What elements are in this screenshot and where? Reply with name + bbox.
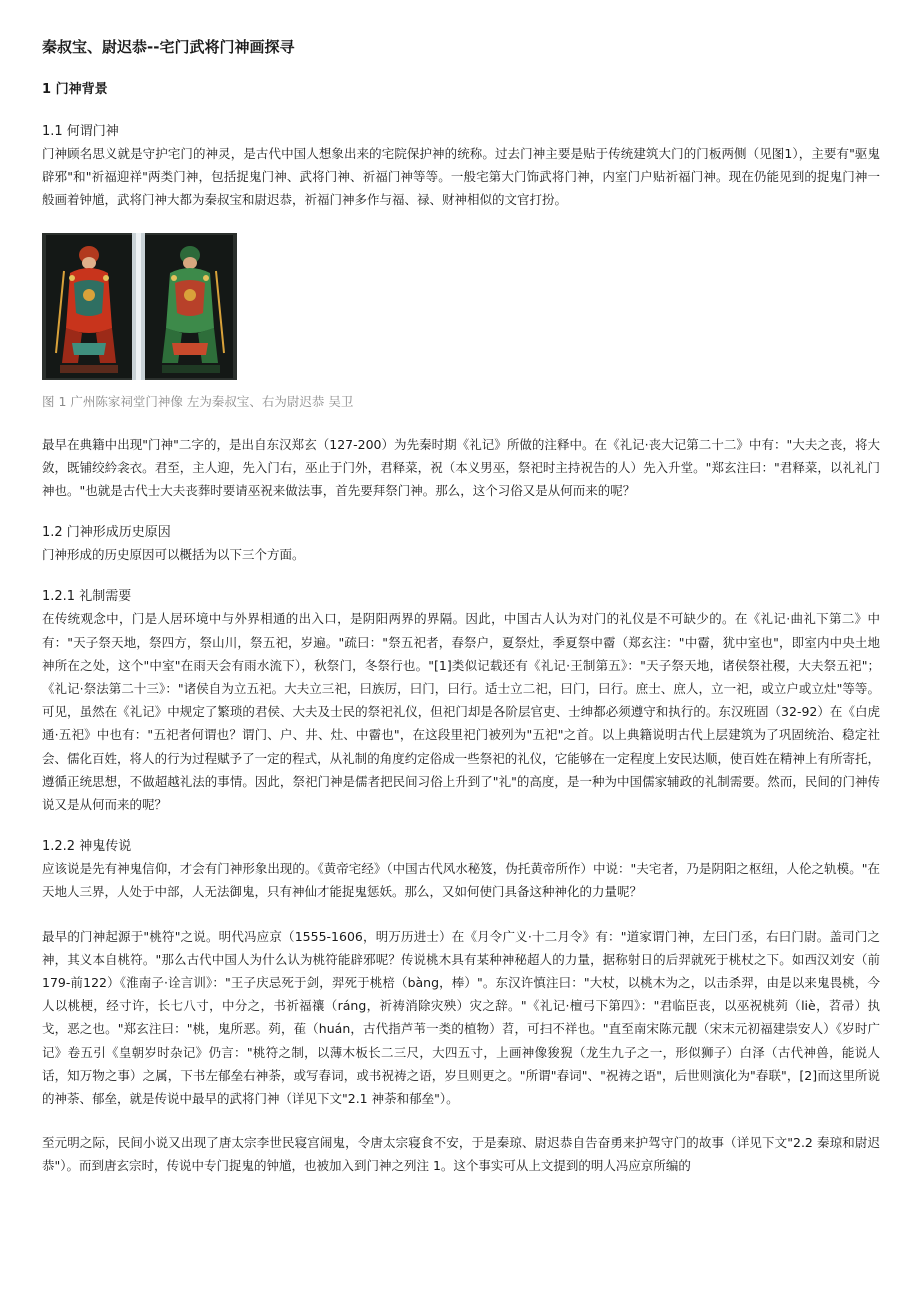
section-heading-1: 1 门神背景 <box>42 82 108 97</box>
document-page <box>42 36 880 1199</box>
paragraph-1-2: 门神形成的历史原因可以概括为以下三个方面。 <box>42 547 305 563</box>
paragraph-1-2-2-a: 应该说是先有神鬼信仰，才会有门神形象出现的。《黄帝宅经》（中国古代风水秘笈，伪托黄帝所作）中说："夫宅者，乃是阴阳之枢纽，人伦之轨模。"在天地人三界，人处于中部，人无法御鬼，只有神仙才能捉鬼惩妖。那么，又如何使门具备这种神化的力量呢？ <box>42 861 880 900</box>
paragraph-1-2-1: 在传统观念中，门是人居环境中与外界相通的出入口，是阴阳两界的界隔。因此，中国古人认为对门的礼仪是不可缺少的。在《礼记·曲礼下第二》中有："天子祭天地，祭四方，祭山川，祭五祀，岁遍。"疏曰："祭五祀者，春祭户，夏祭灶，季夏祭中霤（郑玄注："中霤，犹中室也"，即室内中央土地神所在之处，这个"中室"在雨天会有雨水流下），秋祭门，冬祭行也。"[1]类似记载还有《礼记·王制第五》："天子祭天地，诸侯祭社稷，大夫祭五祀"；《礼记·祭法第二十三》："诸侯自为立五祀。大夫立三祀，曰族厉，曰门，曰行。适士立二祀，曰门，曰行。庶士、庶人，立一祀，或立户或立灶"等等。可见，虽然在《礼记》中规定了繁琐的君侯、大夫及士民的祭祀礼仪，但祀门却是各阶层官吏、士绅都必须遵守和执行的。东汉班固（32-92）在《白虎通·五祀》中也有："五祀者何谓也？谓门、户、井、灶、中霤也"，在这段里祀门被列为"五祀"之首。以上典籍说明古代上层建筑为了巩固统治、稳定社会、儒化百姓，将人的行为过程赋予了一定的程式，从礼制的角度约定俗成一些祭祀的礼仪，它能够在一定程度上安民达顺，使百姓在精神上有所寄托，遵循正统思想，不做超越礼法的事情。因此，祭祀门神是儒者把民间习俗上升到了"礼"的高度，是一种为中国儒家辅政的礼制需要。然而，民间的门神传说又是从何而来的呢？ <box>42 611 880 813</box>
paragraph-1-2-2-c: 至元明之际，民间小说又出现了唐太宗李世民寝宫闹鬼，令唐太宗寝食不安，于是秦琼、尉迟恭自告奋勇来护驾守门的故事（详见下文"2.2 秦琼和尉迟恭"）。而到唐玄宗时，传说中专门捉鬼的钟馗，也被加入到门神之列注 1。这个事实可从上文提到的明人冯应京所编的 <box>42 1135 880 1174</box>
door-gods-illustration <box>42 233 237 380</box>
document-title: 秦叔宝、尉迟恭--宅门武将门神画探寻 <box>42 38 295 56</box>
subsection-heading-1-2-2: 1.2.2 神鬼传说 <box>42 839 132 855</box>
door-gods-photo <box>42 233 237 380</box>
subsection-heading-1-1: 1.1 何谓门神 <box>42 124 119 139</box>
paragraph-1-1-a: 门神顾名思义就是守护宅门的神灵，是古代中国人想象出来的宅院保护神的统称。过去门神主要是贴于传统建筑大门的门板两侧（见图1），主要有"驱鬼辟邪"和"祈福迎祥"两类门神，包括捉鬼门神、武将门神、祈福门神等等。一般宅第大门饰武将门神，内室门户贴祈福门神。现在仍能见到的捉鬼门神一般画着钟馗，武将门神大都为秦叔宝和尉迟恭，祈福门神多作与福、禄、财神相似的文官打扮。 <box>42 146 880 208</box>
figure-caption: 图 1 广州陈家祠堂门神像 左为秦叔宝、右为尉迟恭 吴卫 <box>42 393 354 409</box>
subsection-heading-1-2-1: 1.2.1 礼制需要 <box>42 589 132 605</box>
paragraph-1-1-b: 最早在典籍中出现"门神"二字的，是出自东汉郑玄（127-200）为先秦时期《礼记》所做的注释中。在《礼记·丧大记第二十二》中有："大夫之丧，将大敛，既铺绞紟衾衣。君至，主人迎，先入门右，巫止于门外，君释菜，祝（本义男巫，祭祀时主持祝告的人）先入升堂。"郑玄注曰："君释菜，以礼礼门神也。"也就是古代士大夫丧葬时要请巫祝来做法事，首先要拜祭门神。那么，这个习俗又是从何而来的呢？ <box>42 436 880 499</box>
subsection-heading-1-2: 1.2 门神形成历史原因 <box>42 525 171 541</box>
paragraph-1-2-2-b: 最早的门神起源于"桃符"之说。明代冯应京（1555-1606，明万历进士）在《月令广义·十二月令》有："道家谓门神，左曰门丞，右曰门尉。盖司门之神，其义本自桃符。"那么古代中国人为什么认为桃符能辟邪呢？传说桃木具有某种神秘超人的力量，据称射日的后羿就死于桃杖之下。如西汉刘安（前179-前122）《淮南子·诠言训》："王子庆忌死于剑，羿死于桃棓（bàng，棒）"。东汉许慎注曰："大杖，以桃木为之，以击杀羿，由是以来鬼畏桃，今人以桃梗，经寸许，长七八寸，中分之，书祈福禳（ráng，祈祷消除灾殃）灾之辞。"《礼记·檀弓下第四》："君临臣丧，以巫祝桃茢（liè，苕帚）执戈，恶之也。"郑玄注曰："桃，鬼所恶。茢，萑（huán，古代指芦苇一类的植物）苕，可扫不祥也。"直至南宋陈元靓（宋末元初福建崇安人）《岁时广记》卷五引《皇朝岁时杂记》仍言："桃符之制，以薄木板长二三尺，大四五寸，上画神像狻猊（龙生九子之一，形似狮子）白泽（古代神兽，能说人话，知万物之事）之属，下书左郁垒右神荼，或写春词，或书祝祷之语，岁旦则更之。"所谓"春词"、"祝祷之语"，后世则演化为"春联"，[2]而这里所说的神荼、郁垒，就是传说中最早的武将门神（详见下文"2.1 神荼和郁垒"）。 <box>42 928 880 1107</box>
